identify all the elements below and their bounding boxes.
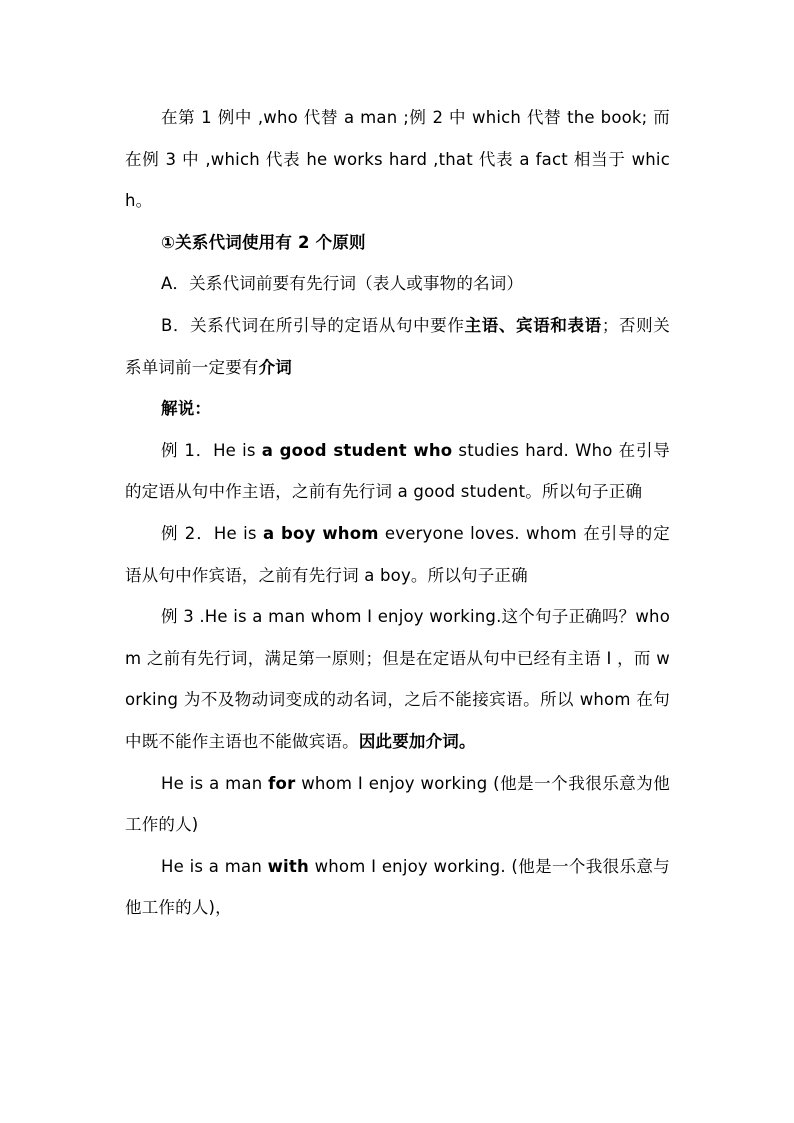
heading-text: ①关系代词使用有 2 个原则 [161, 232, 366, 252]
example-for [125, 763, 670, 846]
example-for-lead: He is a man [161, 773, 269, 793]
example-2-bold-phrase: a boy whom [262, 523, 379, 543]
example-with-lead: He is a man [161, 856, 268, 876]
example-2-rest: everyone loves. whom 在引导的定语从句中作宾语，之前有先行词 a boy。所以句子正确 [125, 523, 670, 585]
example-3-text: 例 3 .He is a man whom I enjoy working.这个句子正确吗？whom 之前有先行词，满足第一原则；但是在定语从句中已经有主语 I ，而 working 为不及物动词变成的动名词，之后不能接宾语。所以 whom 在句中既不能作主语也不能做宾语。 [125, 607, 670, 751]
example-with-bold-preposition: with [267, 856, 309, 876]
example-with [125, 846, 670, 929]
document-body [125, 97, 670, 929]
example-2 [125, 513, 670, 596]
example-for-rest: whom I enjoy working (他是一个我很乐意为他工作的人) [125, 773, 671, 835]
explanation-heading-text: 解说： [161, 399, 212, 419]
principle-b-text: B．关系代词在所引导的定语从句中要作 [161, 315, 465, 335]
example-for-bold-preposition: for [268, 773, 296, 793]
principle-a-text: A．关系代词前要有先行词（表人或事物的名词） [161, 274, 524, 294]
principle-b-bold-roles: 主语、宾语和表语 [464, 315, 602, 335]
example-1-lead: 例 1．He is [161, 440, 262, 460]
example-with-rest: whom I enjoy working. (他是一个我很乐意与他工作的人)， [125, 856, 670, 918]
principle-a [125, 263, 670, 305]
example-1-bold-phrase: a good student who [261, 440, 453, 460]
section-heading-explanation [125, 388, 670, 430]
example-3-bold-conclusion: 因此要加介词。 [358, 731, 476, 751]
principle-b-bold-preposition: 介词 [258, 357, 293, 377]
example-1-rest: studies hard. Who 在引导的定语从句中作主语，之前有先行词 a good student。所以句子正确 [125, 440, 670, 502]
paragraph-text: 在第 1 例中 ,who 代替 a man ;例 2 中 which 代替 the book; 而在例 3 中 ,which 代表 he works hard ,that 代表 a fact 相当于 which。 [125, 108, 670, 211]
example-1 [125, 430, 670, 513]
principle-b [125, 305, 670, 388]
principle-b-text-continued: ；否则关系单词前一定要有 [125, 315, 670, 377]
paragraph-example-summary [125, 97, 670, 222]
section-heading-principles [125, 222, 670, 264]
example-2-lead: 例 2．He is [161, 523, 263, 543]
example-3 [125, 596, 670, 762]
